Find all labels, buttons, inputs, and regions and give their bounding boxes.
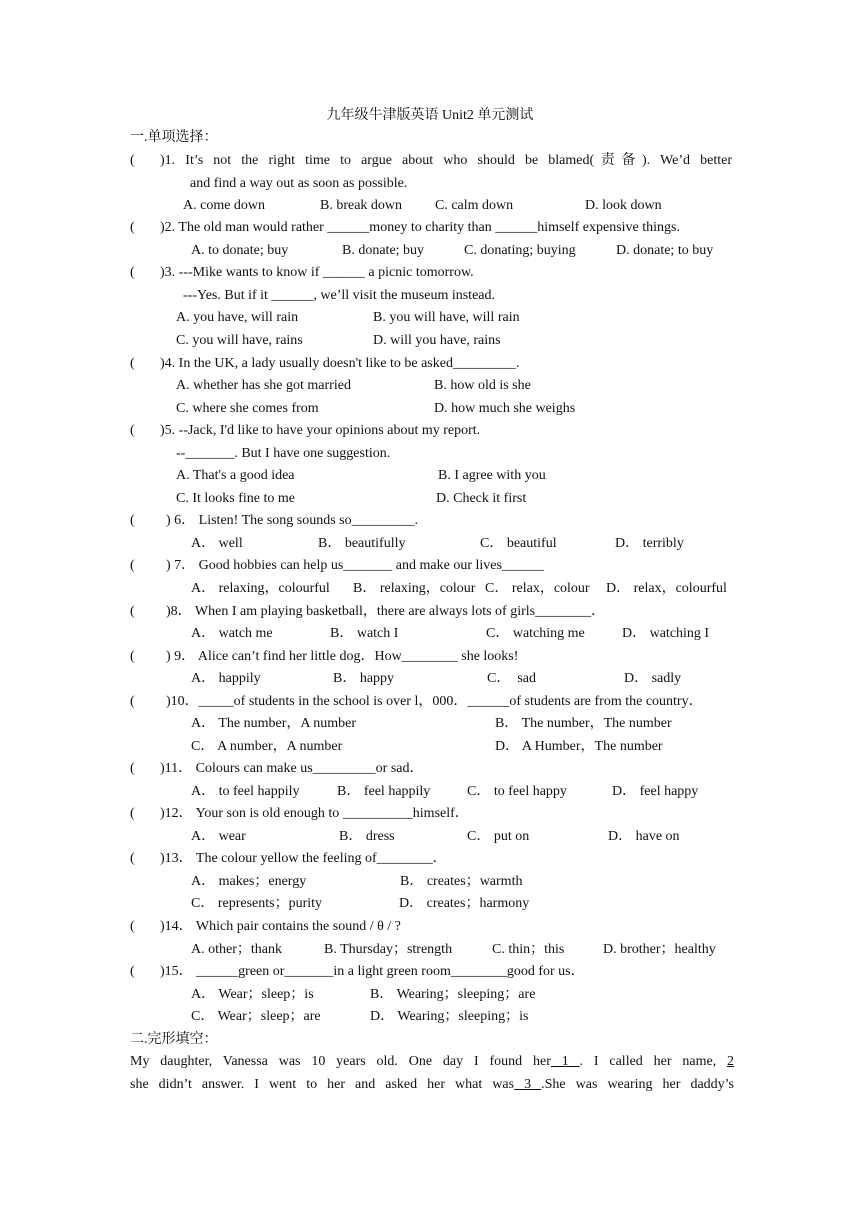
question-11-option-a: A． to feel happily xyxy=(191,784,300,799)
question-13-option-d: D． creates；harmony xyxy=(399,896,530,911)
question-7-option-d: D． relax，colourful xyxy=(606,581,727,596)
question-1-option-d: D. look down xyxy=(585,198,662,213)
question-15-option-b: B． Wearing；sleeping；are xyxy=(370,987,536,1002)
question-4-option-d: D. how much she weighs xyxy=(434,401,576,416)
question-11-option-b: B． feel happily xyxy=(337,784,431,799)
question-7-option-c: C． relax，colour xyxy=(485,581,590,596)
section-heading-cloze: 二.完形填空： xyxy=(130,1032,218,1047)
question-7-text: ) 7． Good hobbies can help us_______ and make our lives______ xyxy=(166,558,544,573)
question-14-option-c: C. thin；this xyxy=(492,942,565,957)
answer-bracket: ( xyxy=(130,265,135,280)
question-1-text: )1. It’s not the right time to argue about who should be blamed(责备). We’d better xyxy=(160,153,732,168)
question-6-text: ) 6． Listen! The song sounds so_________. xyxy=(166,513,419,528)
question-10-option-c: C． A number，A number xyxy=(191,739,343,754)
question-8-option-b: B． watch I xyxy=(330,626,399,641)
question-12-option-b: B． dress xyxy=(339,829,395,844)
section-heading-choice: 一.单项选择： xyxy=(130,130,218,145)
question-10-text: )10．_____of students in the school is over l，000．______of students are from the country． xyxy=(166,694,703,709)
question-12-text: )12． Your son is old enough to __________himself． xyxy=(160,806,469,821)
question-6-option-d: D． terribly xyxy=(615,536,684,551)
question-13-option-b: B． creates；warmth xyxy=(400,874,523,889)
question-14-text: )14． Which pair contains the sound / θ / ? xyxy=(160,919,401,934)
question-9-option-d: D． sadly xyxy=(624,671,682,686)
blank-2: 2 xyxy=(727,1054,735,1069)
question-14-option-b: B. Thursday；strength xyxy=(324,942,453,957)
passage-text: .She was wearing her daddy’s xyxy=(541,1077,735,1092)
answer-bracket: ( xyxy=(130,761,135,776)
question-3-continuation: ---Yes. But if it ______, we’ll visit the museum instead. xyxy=(183,288,495,303)
question-7-option-b: B． relaxing，colour xyxy=(353,581,476,596)
question-3-option-c: C. you will have, rains xyxy=(176,333,303,348)
question-9-option-a: A． happily xyxy=(191,671,261,686)
question-12-option-c: C． put on xyxy=(467,829,530,844)
answer-bracket: ( xyxy=(130,220,135,235)
question-4-text: )4. In the UK, a lady usually doesn't like to be asked_________. xyxy=(160,356,520,371)
question-9-option-b: B． happy xyxy=(333,671,395,686)
question-2-text: )2. The old man would rather ______money to charity than ______himself expensive things. xyxy=(160,220,680,235)
page-title: 九年级牛津版英语 Unit2 单元测试 xyxy=(326,108,534,123)
answer-bracket: ( xyxy=(130,153,135,168)
answer-bracket: ( xyxy=(130,649,135,664)
answer-bracket: ( xyxy=(130,513,135,528)
question-5-text: )5. --Jack, I'd like to have your opinions about my report. xyxy=(160,423,481,438)
question-10-option-b: B． The number，The number xyxy=(495,716,672,731)
question-5-continuation: --_______. But I have one suggestion. xyxy=(176,446,391,461)
question-15-text: )15． ______green or_______in a light green room________good for us． xyxy=(160,964,585,979)
question-13-text: )13． The colour yellow the feeling of________． xyxy=(160,851,447,866)
answer-bracket: ( xyxy=(130,851,135,866)
question-13-option-c: C． represents；purity xyxy=(191,896,323,911)
question-15-option-d: D． Wearing；sleeping；is xyxy=(370,1009,529,1024)
question-3-option-d: D. will you have, rains xyxy=(373,333,501,348)
answer-bracket: ( xyxy=(130,806,135,821)
blank-1: 1 xyxy=(550,1054,580,1069)
passage-text: she didn’t answer. I went to her and asked her what was xyxy=(130,1077,515,1092)
question-13-option-a: A． makes；energy xyxy=(191,874,307,889)
question-2-option-b: B. donate; buy xyxy=(342,243,425,258)
question-5-option-d: D. Check it first xyxy=(436,491,527,506)
question-8-option-c: C． watching me xyxy=(486,626,585,641)
passage-line-1 xyxy=(130,1052,734,1072)
passage-text: My daughter, Vanessa was 10 years old. One day I found her xyxy=(130,1054,551,1069)
passage-text: . I called her name, xyxy=(579,1054,728,1069)
question-3-option-a: A. you have, will rain xyxy=(176,310,299,325)
question-14-option-a: A. other；thank xyxy=(191,942,282,957)
answer-bracket: ( xyxy=(130,919,135,934)
question-9-option-c: C． sad xyxy=(487,671,536,686)
question-4-option-c: C. where she comes from xyxy=(176,401,319,416)
question-5-option-b: B. I agree with you xyxy=(438,468,546,483)
question-5-option-a: A. That's a good idea xyxy=(176,468,295,483)
question-4-option-a: A. whether has she got married xyxy=(176,378,351,393)
question-2-option-c: C. donating; buying xyxy=(464,243,576,258)
question-1-option-a: A. come down xyxy=(183,198,266,213)
question-6-option-c: C． beautiful xyxy=(480,536,557,551)
question-7-option-a: A． relaxing，colourful xyxy=(191,581,330,596)
passage-line-2 xyxy=(130,1075,734,1095)
question-11-text: )11． Colours can make us_________or sad． xyxy=(160,761,424,776)
question-2-option-d: D. donate; to buy xyxy=(616,243,714,258)
question-12-option-d: D． have on xyxy=(608,829,680,844)
question-8-text: )8． When I am playing basketball，there are always lots of girls________． xyxy=(166,604,606,619)
question-10-option-a: A． The number，A number xyxy=(191,716,356,731)
question-3-text: )3. ---Mike wants to know if ______ a picnic tomorrow. xyxy=(160,265,474,280)
question-4-option-b: B. how old is she xyxy=(434,378,531,393)
question-8-option-d: D． watching I xyxy=(622,626,710,641)
answer-bracket: ( xyxy=(130,694,135,709)
question-5-option-c: C. It looks fine to me xyxy=(176,491,295,506)
question-1-option-b: B. break down xyxy=(320,198,403,213)
question-11-option-c: C． to feel happy xyxy=(467,784,567,799)
question-6-option-a: A． well xyxy=(191,536,243,551)
question-15-option-c: C． Wear；sleep；are xyxy=(191,1009,321,1024)
answer-bracket: ( xyxy=(130,356,135,371)
question-14-option-d: D. brother；healthy xyxy=(603,942,716,957)
answer-bracket: ( xyxy=(130,558,135,573)
question-11-option-d: D． feel happy xyxy=(612,784,699,799)
question-15-option-a: A． Wear；sleep；is xyxy=(191,987,314,1002)
question-1-option-c: C. calm down xyxy=(435,198,514,213)
blank-3: 3 xyxy=(514,1077,542,1092)
answer-bracket: ( xyxy=(130,604,135,619)
answer-bracket: ( xyxy=(130,964,135,979)
question-8-option-a: A． watch me xyxy=(191,626,273,641)
question-6-option-b: B． beautifully xyxy=(318,536,406,551)
question-3-option-b: B. you will have, will rain xyxy=(373,310,520,325)
question-9-text: ) 9． Alice can’t find her little dog．How________ she looks! xyxy=(166,649,519,664)
question-10-option-d: D． A Humber，The number xyxy=(495,739,663,754)
question-12-option-a: A． wear xyxy=(191,829,246,844)
question-1-continuation: and find a way out as soon as possible. xyxy=(190,176,408,191)
question-2-option-a: A. to donate; buy xyxy=(191,243,289,258)
answer-bracket: ( xyxy=(130,423,135,438)
